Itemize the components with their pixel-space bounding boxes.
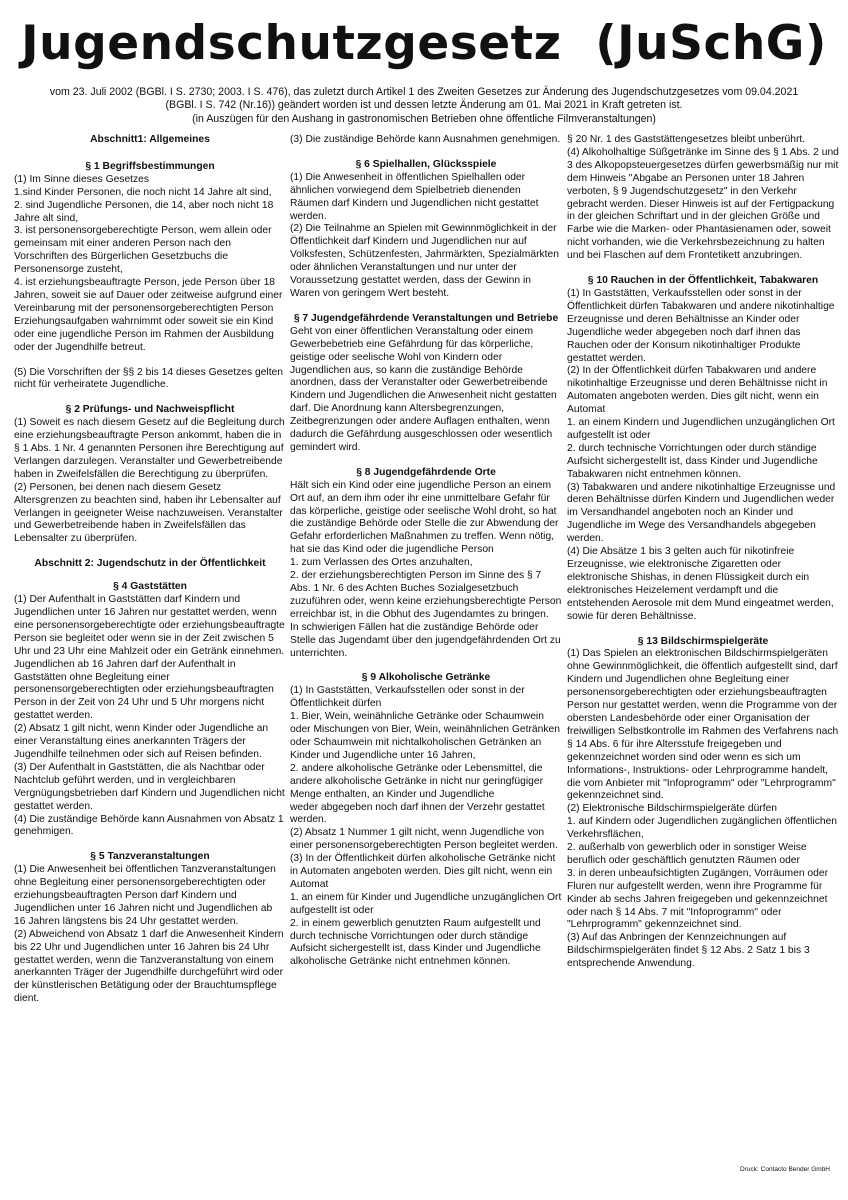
section-heading-abschnitt-2: Abschnitt 2: Jugendschutz in der Öffentlichkeit — [34, 558, 266, 570]
paragraph-text: 3. ist personensorgeberechtigte Person, wem allein oder gemeinsam mit einer anderen Person nach den Vorschriften des Bürgerlichen Gesetzbuchs die Personensorge zusteht, — [14, 225, 272, 276]
paragraph-text: 2. der erziehungsberechtigten Person im Sinne des § 7 Abs. 1 Nr. 6 des Achten Buches Sozialgesetzbuch zuzuführen oder, wenn keine erziehungsberechtigte Person erreichbar ist, in die Obhut des Jugendamtes zu bringen. — [290, 570, 562, 620]
paragraph-text: (2) Abweichend von Absatz 1 darf die Anwesenheit Kindern bis 22 Uhr und Jugendlichen unter 16 Jahren bis 24 Uhr gestattet werden, wenn die Tanzveranstaltung von einem anerkannten Träger der Jugendhilfe durchgeführt wird oder der künstlerischen Betätigung oder der Brauchtumspflege dient. — [14, 928, 284, 1005]
paragraph-text: (4) Alkoholhaltige Süßgetränke im Sinne des § 1 Abs. 2 und 3 des Alkopopsteuergesetzes dürfen gewerbsmäßig nur mit dem Hinweis "Abgabe an Personen unter 18 Jahren verboten, § 9 Jugendschutzgesetz" in den Verkehr gebracht werden. Dieser Hinweis ist auf der Fertigpackung in der gleichen Schriftart und in der gleichen Größe und Farbe wie die Marken- oder Phantasienamen oder, soweit nicht vorhanden, wie die Verkehrsbezeichnung zu halten und bei Flaschen auf dem Frontetikett anzubringen. — [567, 146, 839, 262]
column-left — [14, 134, 286, 1006]
paragraph-text: (5) Die Vorschriften der §§ 2 bis 14 dieses Gesetzes gelten nicht für verheiratete Jugendliche. — [14, 366, 284, 391]
print-credit: Druck: Contacto Bender GmbH — [740, 1166, 830, 1173]
paragraph-text: (1) Soweit es nach diesem Gesetz auf die Begleitung durch eine erziehungsbeauftragte Person ankommt, haben die in § 1 Abs. 1 Nr. 4 genannten Personen ihre Berechtigung auf Verlangen darzulegen. Veranstalter und Gewerbetreibende haben in Zweifelsfällen die Berechtigung zu überprüfen. — [14, 417, 285, 480]
paragraph-text: (3) Tabakwaren und andere nikotinhaltige Erzeugnisse und deren Behältnisse dürfen Kindern und Jugendlichen weder im Versandhandel angeboten noch an Kinder und Jugendliche im Wege des Versandhandels abgegeben werden. — [567, 481, 836, 545]
paragraph-text: 2. außerhalb von gewerblich oder in sonstiger Weise beruflich oder geschäftlich genutzten Räumen oder — [567, 842, 807, 866]
paragraph-text: (2) Absatz 1 Nummer 1 gilt nicht, wenn Jugendliche von einer personensorgeberechtigten Person begleitet werden. — [290, 827, 558, 852]
intro-line: (BGBl. I S. 742 (Nr.16)) geändert worden ist und dessen letzte Änderung am 01. Mai 2021 in Kraft getreten ist. — [165, 99, 683, 112]
paragraph-text: (1) Die Anwesenheit bei öffentlichen Tanzveranstaltungen ohne Begleitung einer personensorgeberechtigten oder erziehungsbeauftragten Person darf Kindern und Jugendlichen unter 16 Jahren nicht und Jugendlichen ab 16 Jahren längstens bis 24 Uhr gestattet werden. — [14, 864, 276, 927]
paragraph-text: (2) Personen, bei denen nach diesem Gesetz Altersgrenzen zu beachten sind, haben ihr Lebensalter auf Verlangen in geeigneter Weise nachzuweisen. Veranstalter und Gewerbetreibende haben in Zweifelsfällen das Lebensalter zu überprüfen. — [14, 481, 283, 545]
paragraph-text: 2. durch technische Vorrichtungen oder durch ständige Aufsicht sichergestellt ist, dass Kinder und Jugendliche Tabakwaren nicht entnehmen können. — [567, 442, 818, 480]
paragraph-heading-s4: § 4 Gaststätten — [113, 581, 187, 593]
paragraph-text: (1) In Gaststätten, Verkaufsstellen oder sonst in der Öffentlichkeit dürfen Tabakwaren und andere nikotinhaltige Erzeugnisse und deren Behältnisse an Kinder oder Jugendliche weder abgegeben noch darf ihnen das Rauchen oder der Konsum nikotinhaltiger Produkte gestattet werden. — [567, 287, 835, 364]
paragraph-text: 2. andere alkoholische Getränke oder Lebensmittel, die andere alkoholische Getränke in nicht nur geringfügiger Menge enthalten, an Kinder und Jugendliche — [290, 762, 544, 800]
paragraph-text: (2) Absatz 1 gilt nicht, wenn Kinder oder Jugendliche an einer Veranstaltung eines anerkannten Trägers der Jugendhilfe teilnehmen oder sich auf Reisen befinden. — [14, 723, 269, 760]
paragraph-text: (4) Die zuständige Behörde kann Ausnahmen von Absatz 1 genehmigen. — [14, 813, 284, 838]
paragraph-text: (2) Elektronische Bildschirmspielgeräte dürfen — [567, 803, 778, 815]
paragraph-heading-s9: § 9 Alkoholische Getränke — [361, 672, 491, 684]
paragraph-text: (3) Der Aufenthalt in Gaststätten, die als Nachtbar oder Nachtclub geführt werden, und in vergleichbaren Vergnügungsbetrieben darf Kindern und Jugendlichen nicht gestattet werden. — [14, 761, 285, 812]
intro-text — [20, 86, 828, 126]
paragraph-heading-s2: § 2 Prüfungs- und Nachweispflicht — [65, 404, 235, 416]
paragraph-text: 2. in einem gewerblich genutzten Raum aufgestellt und durch technische Vorrichtungen oder durch ständige Aufsicht sichergestellt ist, dass Kinder und Jugendliche alkoholische Getränke nicht entnehmen können. — [290, 917, 541, 968]
column-middle — [290, 134, 562, 969]
intro-line: vom 23. Juli 2002 (BGBl. I S. 2730; 2003. I S. 476), das zuletzt durch Artikel 1 des Zweiten Gesetzes zur Änderung des Jugendschutzgesetzes vom 09.04.2021 — [49, 86, 799, 98]
paragraph-text: § 20 Nr. 1 des Gaststättengesetzes bleibt unberührt. — [567, 134, 806, 145]
paragraph-heading-s5: § 5 Tanzveranstaltungen — [90, 851, 210, 863]
paragraph-heading-s7: § 7 Jugendgefährdende Veranstaltungen und Betriebe — [293, 312, 559, 324]
paragraph-text: weder abgegeben noch darf ihnen der Verzehr gestattet werden. — [290, 801, 545, 826]
paragraph-text: (1) Das Spielen an elektronischen Bildschirmspielgeräten ohne Gewinnmöglichkeit, die öffentlich aufgestellt sind, darf Kindern und Jugendlichen ohne Begleitung einer personensorgeberechtigten oder erziehungsbeauftragten Person nur gestattet werden, wenn die Programme von der obersten Landesbehörde oder einer Organisation der freiwilligen Selbstkontrolle im Rahmen des Verfahrens nach § 14 Abs. 6 für ihre Altersstufe freigegeben und gekennzeichnet worden sind oder wenn es sich um Informations-, Instruktions- oder Lehrprogramme handelt, die vom Anbieter mit "Infoprogramm" oder "Lehrprogramm" gekennzeichnet sind. — [567, 648, 839, 802]
paragraph-text: (1) Die Anwesenheit in öffentlichen Spielhallen oder ähnlichen vorwiegend dem Spielbetrieb dienenden Räumen darf Kindern und Jugendlichen nicht gestattet werden. — [290, 171, 539, 222]
paragraph-text: 1. an einem Kindern und Jugendlichen unzugänglichen Ort aufgestellt ist oder — [567, 417, 835, 441]
paragraph-heading-s6: § 6 Spielhallen, Glücksspiele — [355, 158, 497, 170]
paragraph-text: 1. Bier, Wein, weinähnliche Getränke oder Schaumwein oder Mischungen von Bier, Wein, weinähnlichen Getränken oder Schaumwein mit nichtalkoholischen Getränken an Kinder und Jugendliche unter 16 Jahren, — [290, 711, 560, 761]
paragraph-text: 1. zum Verlassen des Ortes anzuhalten, — [290, 557, 473, 569]
paragraph-text: 1.sind Kinder Personen, die noch nicht 14 Jahre alt sind, — [14, 186, 272, 198]
paragraph-text: 1. auf Kindern oder Jugendlichen zugänglichen öffentlichen Verkehrsflächen, — [567, 816, 838, 841]
paragraph-text: 1. an einem für Kinder und Jugendliche unzugänglichen Ort aufgestellt ist oder — [290, 891, 562, 916]
intro-line: (in Auszügen für den Aushang in gastronomischen Betrieben ohne öffentliche Filmveranstaltungen) — [192, 112, 656, 125]
paragraph-text: Hält sich ein Kind oder eine jugendliche Person an einem Ort auf, an dem ihm oder ihr eine unmittelbare Gefahr für das körperliche, geistige oder seelische Wohl droht, so hat die zuständige Behörde oder Stelle die zur Abwendung der Gefahr erforderlichen Maßnahmen zu treffen. Wenn nötig, hat sie das Kind oder die jugendliche Person — [290, 479, 559, 556]
page-title: Jugendschutzgesetz (JuSchG) — [21, 16, 827, 71]
paragraph-heading-s10: § 10 Rauchen in der Öffentlichkeit, Tabakwaren — [587, 275, 819, 287]
paragraph-text: (1) Der Aufenthalt in Gaststätten darf Kindern und Jugendlichen unter 16 Jahren nur gestattet werden, wenn eine personensorgeberechtigte oder erziehungsbeauftragte Person sie begleitet oder wenn sie in der Zeit zwischen 5 Uhr und 23 Uhr eine Mahlzeit oder ein Getränk einnehmen. Jugendlichen ab 16 Jahren darf der Aufenthalt in Gaststätten ohne Begleitung einer personensorgeberechtigten oder erziehungsbeauftragten Person in der Zeit von 24 Uhr und 5 Uhr morgens nicht gestattet werden. — [14, 594, 285, 722]
paragraph-text: (3) Auf das Anbringen der Kennzeichnungen auf Bildschirmspielgeräten findet § 12 Abs. 2 Satz 1 bis 3 entsprechende Anwendung. — [567, 932, 810, 970]
paragraph-text: (2) Die Teilnahme an Spielen mit Gewinnmöglichkeit in der Öffentlichkeit darf Kindern und Jugendlichen nur auf Volksfesten, Schützenfesten, Jahrmärkten, Spezialmärkten oder ähnlichen Veranstaltungen und nur unter der Voraussetzung gestattet werden, dass der Gewinn in Waren von geringem Wert besteht. — [290, 223, 560, 299]
paragraph-text: (2) In der Öffentlichkeit dürfen Tabakwaren und andere nikotinhaltige Erzeugnisse und deren Behältnisse nicht in Automaten angeboten werden. Dies gilt nicht, wenn ein Automat — [567, 365, 828, 416]
paragraph-text: (3) Die zuständige Behörde kann Ausnahmen genehmigen. — [290, 134, 561, 145]
paragraph-heading-s8: § 8 Jugendgefährdende Orte — [356, 466, 496, 478]
section-heading-abschnitt-1: Abschnitt1: Allgemeines — [90, 134, 210, 145]
paragraph-text: (4) Die Absätze 1 bis 3 gelten auch für nikotinfreie Erzeugnisse, wie elektronische Zigaretten oder elektronische Shishas, in denen Flüssigkeit durch ein elektronisches Heizelement verdampft und die entstehenden Aerosole mit dem Mund eingeatmet werden, sowie für deren Behältnisse. — [567, 546, 834, 622]
paragraph-text: 2. sind Jugendliche Personen, die 14, aber noch nicht 18 Jahre alt sind, — [14, 199, 274, 224]
paragraph-heading-s13: § 13 Bildschirmspielgeräte — [637, 635, 769, 647]
paragraph-text: In schwierigen Fällen hat die zuständige Behörde oder Stelle das Jugendamt über den jugendgefährdenden Ort zu unterrichten. — [290, 621, 561, 659]
paragraph-text: (1) In Gaststätten, Verkaufsstellen oder sonst in der Öffentlichkeit dürfen — [290, 685, 525, 710]
column-right — [567, 134, 839, 971]
paragraph-text: 3. in deren unbeaufsichtigten Zugängen, Vorräumen oder Fluren nur aufgestellt werden, wenn ihre Programme für Kinder ab sechs Jahren freigegeben und gekennzeichnet oder nach § 14 Abs. 7 mit "Infoprogramm" oder "Lehrprogramm" gekennzeichnet sind. — [567, 867, 829, 931]
paragraph-text: 4. ist erziehungsbeauftragte Person, jede Person über 18 Jahren, soweit sie auf Dauer oder zeitweise aufgrund einer Vereinbarung mit der personensorgeberechtigten Person Erziehungsaufgaben wahrnimmt oder soweit sie ein Kind oder eine jugendliche Person im Rahmen der Ausbildung oder der Jugendhilfe betreut. — [14, 277, 283, 353]
paragraph-text: Geht von einer öffentlichen Veranstaltung oder einem Gewerbebetrieb eine Gefährdung für das körperliche, geistige oder seelische Wohl von Kindern oder Jugendlichen aus, so kann die zuständige Behörde anordnen, dass der Veranstalter oder Gewerbetreibende Kindern und Jugendlichen die Anwesenheit nicht gestatten darf. Die Anordnung kann Altersbegrenzungen, Zeitbegrenzungen oder andere Auflagen enthalten, wenn dadurch die Gefährdung ausgeschlossen oder wesentlich gemindert wird. — [290, 325, 557, 453]
paragraph-text: (3) In der Öffentlichkeit dürfen alkoholische Getränke nicht in Automaten angeboten werden. Dies gilt nicht, wenn ein Automat — [290, 853, 556, 890]
paragraph-text: (1) Im Sinne dieses Gesetzes — [14, 173, 150, 185]
paragraph-heading-s1: § 1 Begriffsbestimmungen — [85, 160, 215, 172]
